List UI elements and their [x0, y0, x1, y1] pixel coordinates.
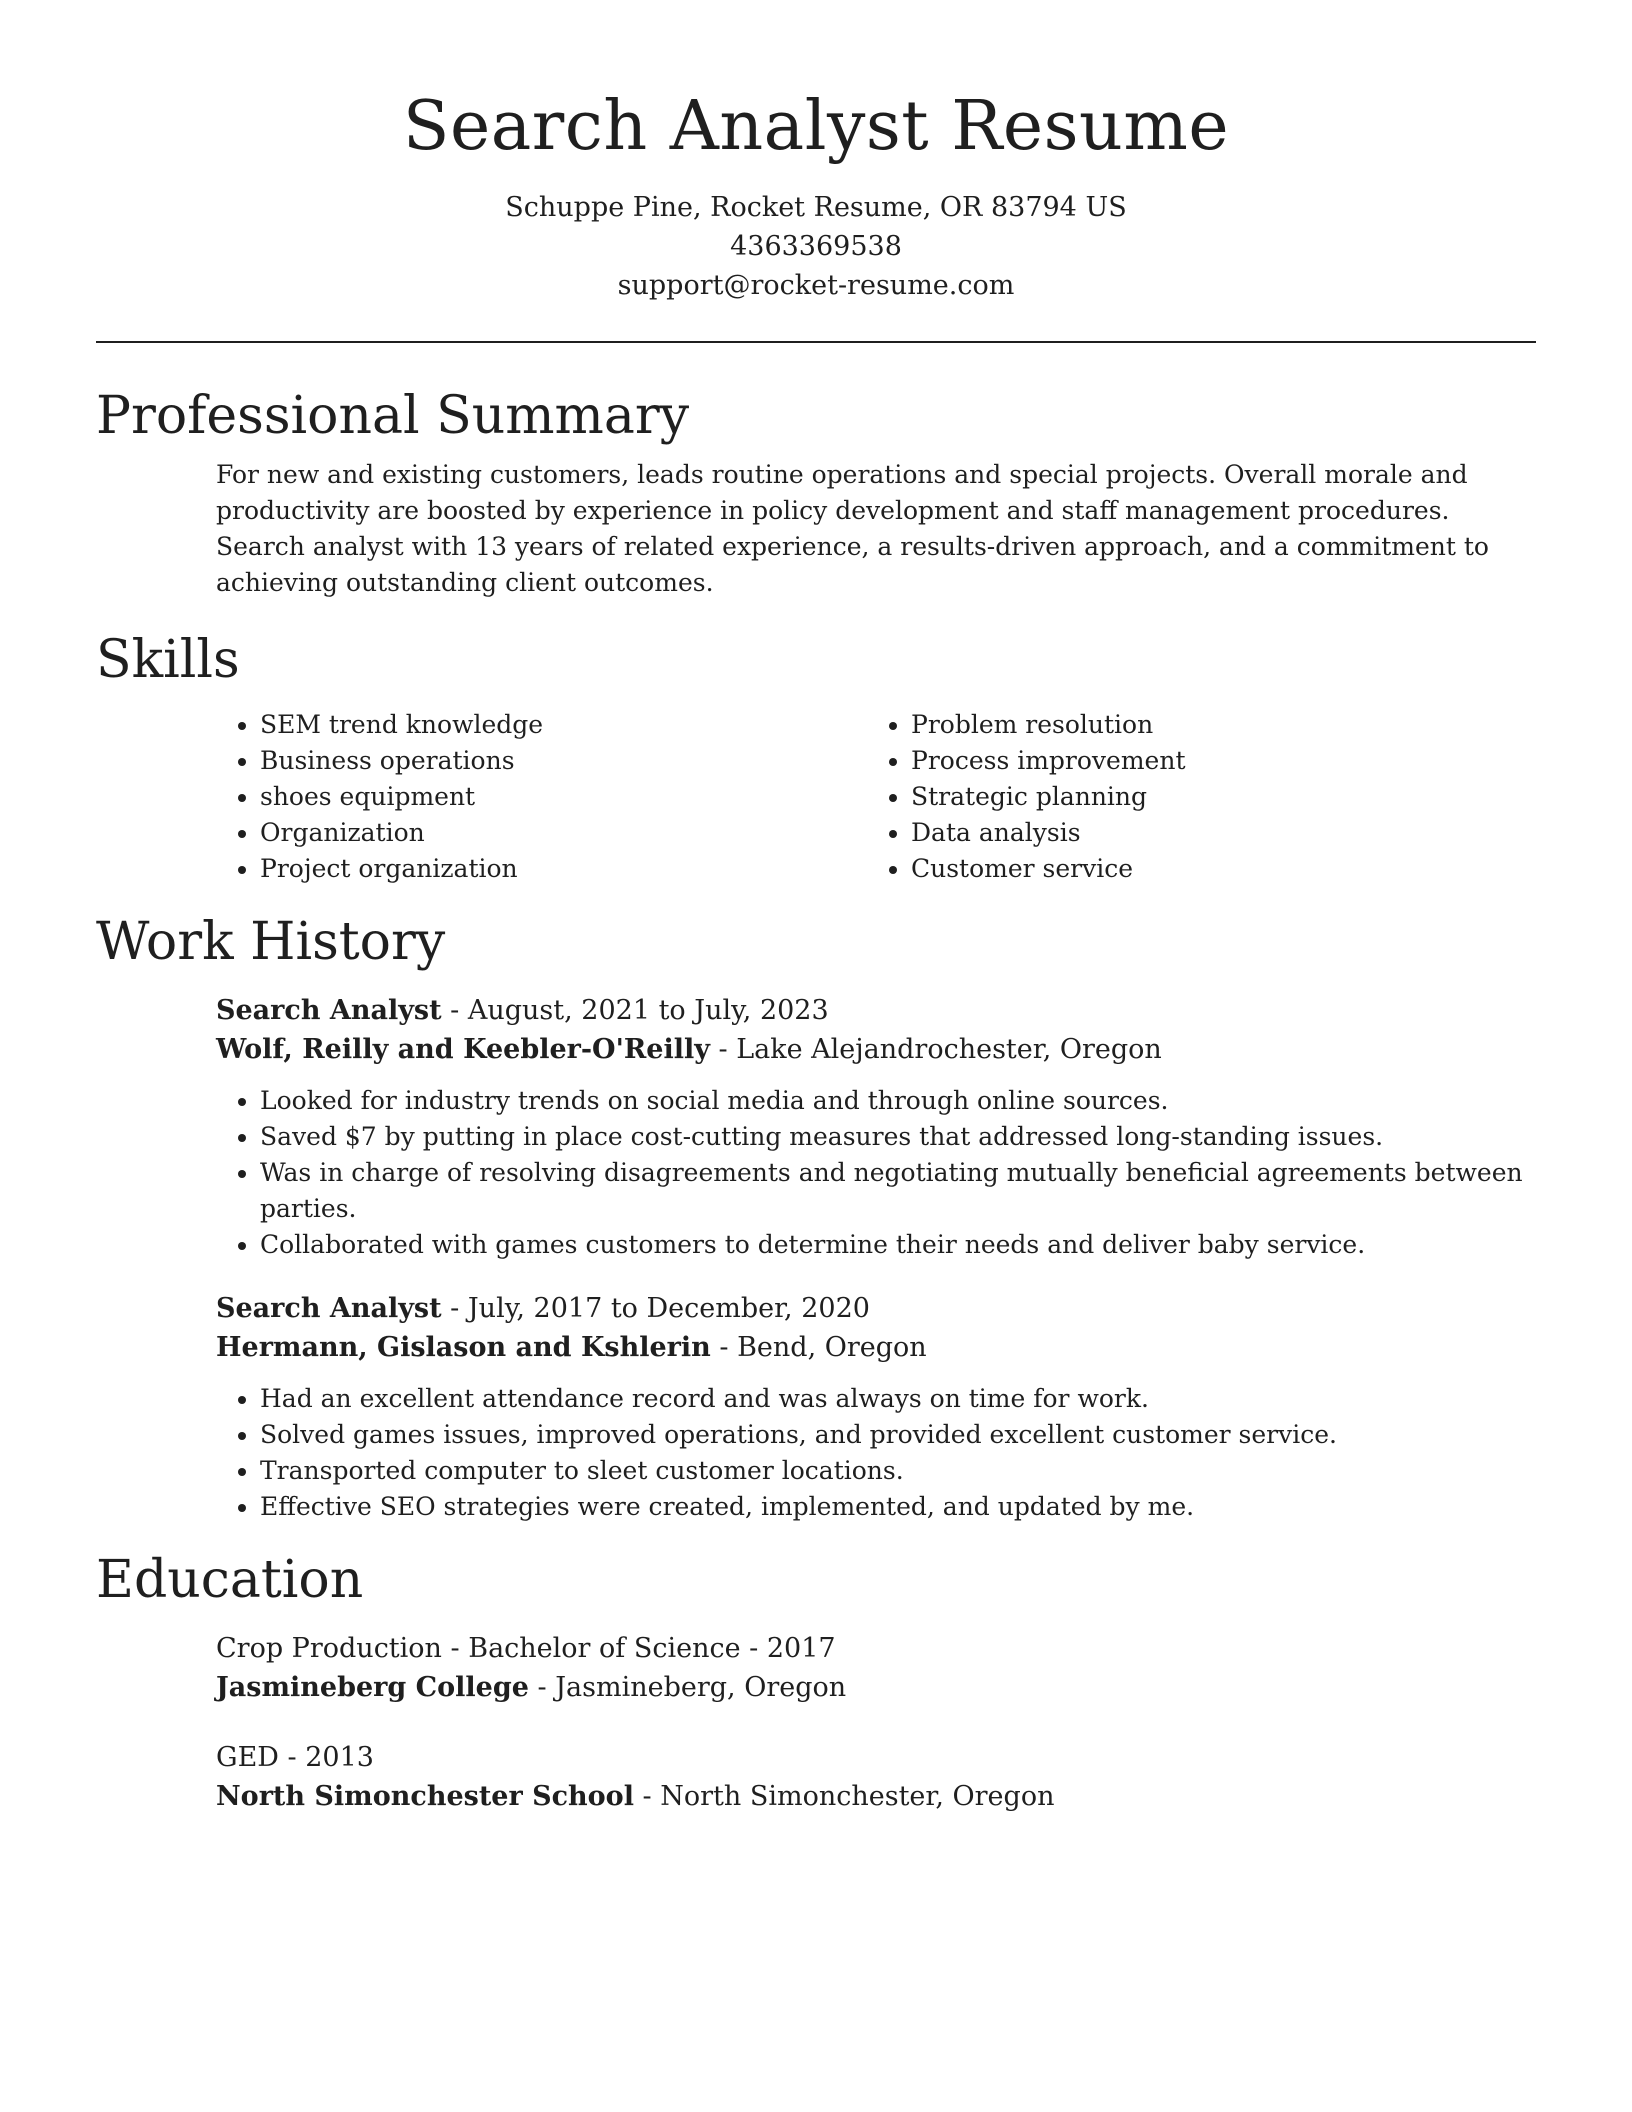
job-entry	[216, 991, 1536, 1263]
skill-item: • Problem resolution	[911, 707, 1518, 743]
job-bullet: • Effective SEO strategies were created, implemented, and updated by me.	[260, 1489, 1536, 1525]
job-bullets	[216, 1083, 1536, 1263]
job-bullet: • Collaborated with games customers to determine their needs and deliver baby service.	[260, 1227, 1536, 1263]
contact-address: Schuppe Pine, Rocket Resume, OR 83794 US	[505, 192, 1127, 223]
contact-email: support@rocket-resume.com	[617, 270, 1015, 301]
summary-text: For new and existing customers, leads routine operations and special projects. Overall morale and productivity are boosted by experience in policy development and staff management procedures. Search analyst with 13 years of related experience, a results-driven approach, and a commitment to achieving outstanding client outcomes.	[216, 460, 1489, 597]
skills-grid	[216, 707, 1536, 887]
education-school-line	[216, 1668, 1536, 1707]
job-bullet: • Saved $7 by putting in place cost-cutting measures that addressed long-standing issues.	[260, 1119, 1536, 1155]
skill-item: • Process improvement	[911, 743, 1518, 779]
contact-phone: 4363369538	[730, 231, 902, 262]
professional-summary-section	[96, 383, 1536, 601]
job-company: Wolf, Reilly and Keebler-O'Reilly	[216, 1034, 710, 1065]
skill-item: • Customer service	[911, 851, 1518, 887]
skill-item: • shoes equipment	[260, 779, 867, 815]
section-title-work-history: Work History	[96, 912, 446, 972]
section-title-summary: Professional Summary	[96, 386, 690, 446]
contact-block	[96, 188, 1536, 305]
education-degree: Crop Production - Bachelor of Science - 2017	[216, 1633, 836, 1664]
education-school: Jasmineberg College	[216, 1672, 529, 1703]
job-role: Search Analyst	[216, 1293, 442, 1324]
job-company: Hermann, Gislason and Kshlerin	[216, 1332, 711, 1363]
skill-item: • Strategic planning	[911, 779, 1518, 815]
skill-item: • SEM trend knowledge	[260, 707, 867, 743]
summary-body	[96, 457, 1536, 601]
education-location: - North Simonchester, Oregon	[633, 1781, 1055, 1812]
skills-column-right	[867, 707, 1518, 887]
resume-title: Search Analyst Resume	[402, 87, 1230, 166]
job-bullet: • Solved games issues, improved operations, and provided excellent customer service.	[260, 1417, 1536, 1453]
skill-item: • Organization	[260, 815, 867, 851]
skill-item: • Data analysis	[911, 815, 1518, 851]
section-title-education: Education	[96, 1550, 364, 1610]
job-dates: - July, 2017 to December, 2020	[441, 1293, 870, 1324]
job-entry	[216, 1289, 1536, 1525]
job-bullet: • Looked for industry trends on social media and through online sources.	[260, 1083, 1536, 1119]
job-location: - Bend, Oregon	[710, 1332, 927, 1363]
skills-section	[96, 627, 1536, 887]
job-title-line	[216, 991, 1536, 1030]
job-bullets	[216, 1381, 1536, 1525]
skills-body	[96, 707, 1536, 887]
header-divider	[96, 341, 1536, 343]
work-history-body	[96, 991, 1536, 1525]
education-location: - Jasmineberg, Oregon	[528, 1672, 847, 1703]
job-bullet: • Had an excellent attendance record and was always on time for work.	[260, 1381, 1536, 1417]
work-history-section	[96, 909, 1536, 1525]
job-title-line	[216, 1289, 1536, 1328]
job-company-line	[216, 1030, 1536, 1069]
skill-item: • Business operations	[260, 743, 867, 779]
skills-column-left	[216, 707, 867, 887]
job-dates: - August, 2021 to July, 2023	[441, 995, 829, 1026]
education-entry	[216, 1738, 1536, 1816]
resume-header	[96, 0, 1536, 305]
job-bullet: • Was in charge of resolving disagreements and negotiating mutually beneficial agreements between parties.	[260, 1155, 1536, 1227]
section-title-skills: Skills	[96, 630, 240, 690]
education-body	[96, 1629, 1536, 1816]
job-location: - Lake Alejandrochester, Oregon	[709, 1034, 1162, 1065]
job-bullet: • Transported computer to sleet customer locations.	[260, 1453, 1536, 1489]
education-school-line	[216, 1777, 1536, 1816]
education-section	[96, 1547, 1536, 1816]
skill-item: • Project organization	[260, 851, 867, 887]
job-role: Search Analyst	[216, 995, 442, 1026]
education-entry	[216, 1629, 1536, 1707]
job-company-line	[216, 1328, 1536, 1367]
education-degree: GED - 2013	[216, 1742, 374, 1773]
education-school: North Simonchester School	[216, 1781, 634, 1812]
